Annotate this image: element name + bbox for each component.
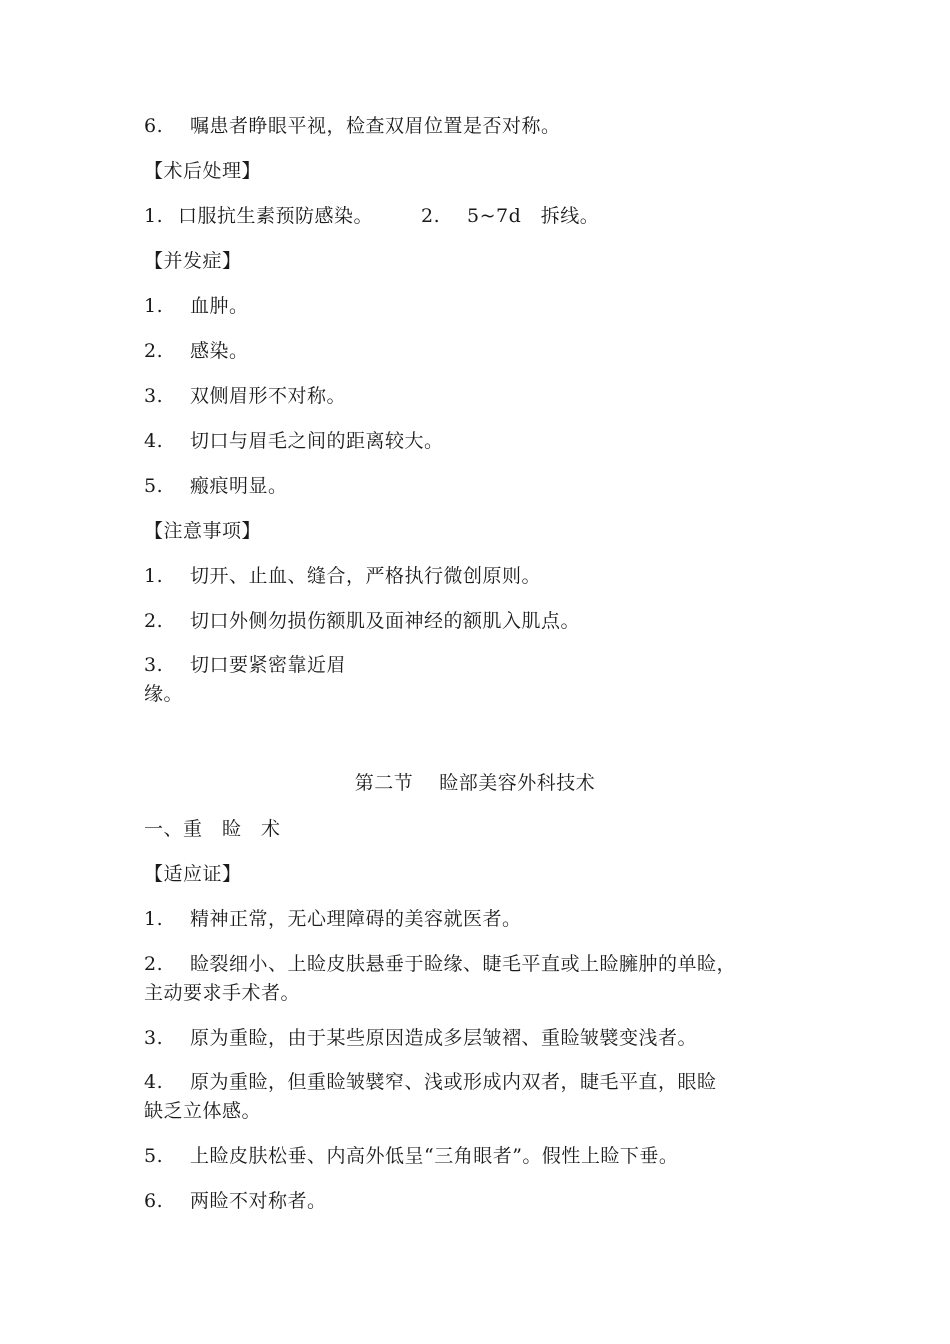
complication-item-5 <box>144 473 288 499</box>
list-text: 切口与眉毛之间的距离较大。 <box>190 430 444 452</box>
heading-complications: 【并发症】 <box>144 250 242 272</box>
indication-item-4 <box>144 1069 717 1095</box>
list-number: 6. <box>144 115 164 137</box>
complication-item-3 <box>144 383 346 409</box>
list-text: 感染。 <box>190 340 249 362</box>
list-number: 4. <box>144 430 164 452</box>
indication-item-4-continued: 缺乏立体感。 <box>144 1100 262 1122</box>
list-text: 血肿。 <box>190 295 249 317</box>
list-number: 2. <box>144 610 164 632</box>
list-number: 5. <box>144 475 164 497</box>
subsection-title: 一、重 睑 术 <box>144 818 281 840</box>
list-text: 原为重睑，但重睑皱襞窄、浅或形成内双者，睫毛平直，眼睑 <box>190 1071 717 1093</box>
list-number: 4. <box>144 1071 164 1093</box>
indication-item-2 <box>144 951 736 977</box>
list-text: 睑裂细小、上睑皮肤悬垂于睑缘、睫毛平直或上睑臃肿的单睑， <box>190 953 737 975</box>
complication-item-1 <box>144 293 249 319</box>
list-number: 5. <box>144 1145 164 1167</box>
list-number: 2. <box>421 205 441 227</box>
list-number: 6. <box>144 1190 164 1212</box>
indication-item-1 <box>144 906 522 932</box>
list-text: 5~7d 拆线。 <box>467 205 600 227</box>
complication-item-2 <box>144 338 249 364</box>
list-text: 嘱患者睁眼平视，检查双眉位置是否对称。 <box>190 115 561 137</box>
indication-item-2-continued: 主动要求手术者。 <box>144 982 301 1004</box>
list-text: 双侧眉形不对称。 <box>190 385 347 407</box>
note-item-3 <box>144 652 346 678</box>
list-text: 切开、止血、缝合，严格执行微创原则。 <box>190 565 542 587</box>
list-text: 上睑皮肤松垂、内高外低呈“三角眼者”。假性上睑下垂。 <box>190 1145 679 1167</box>
heading-notes: 【注意事项】 <box>144 520 262 542</box>
list-text: 精神正常，无心理障碍的美容就医者。 <box>190 908 522 930</box>
list-number: 3. <box>144 1027 164 1049</box>
heading-indications: 【适应证】 <box>144 863 242 885</box>
list-number: 1. <box>144 295 164 317</box>
list-text: 切口外侧勿损伤额肌及面神经的额肌入肌点。 <box>190 610 581 632</box>
list-number: 1. <box>144 908 164 930</box>
section-title: 第二节 睑部美容外科技术 <box>354 772 596 794</box>
list-text: 两睑不对称者。 <box>190 1190 327 1212</box>
postop-items <box>144 203 599 229</box>
note-item-3-continued: 缘。 <box>144 683 184 705</box>
complication-item-4 <box>144 428 444 454</box>
indication-item-5 <box>144 1143 678 1169</box>
indication-item-3 <box>144 1025 697 1051</box>
list-text: 切口要紧密靠近眉 <box>190 654 347 676</box>
note-item-1 <box>144 563 541 589</box>
indication-item-6 <box>144 1188 327 1214</box>
list-number: 1. <box>144 205 164 227</box>
list-number: 3. <box>144 654 164 676</box>
note-item-2 <box>144 608 580 634</box>
heading-postop: 【术后处理】 <box>144 160 262 182</box>
list-number: 2. <box>144 953 164 975</box>
list-number: 3. <box>144 385 164 407</box>
procedure-step-6 <box>144 113 561 139</box>
list-text: 口服抗生素预防感染。 <box>178 205 374 227</box>
list-number: 2. <box>144 340 164 362</box>
list-number: 1. <box>144 565 164 587</box>
list-text: 瘢痕明显。 <box>190 475 288 497</box>
list-text: 原为重睑，由于某些原因造成多层皱褶、重睑皱襞变浅者。 <box>190 1027 698 1049</box>
